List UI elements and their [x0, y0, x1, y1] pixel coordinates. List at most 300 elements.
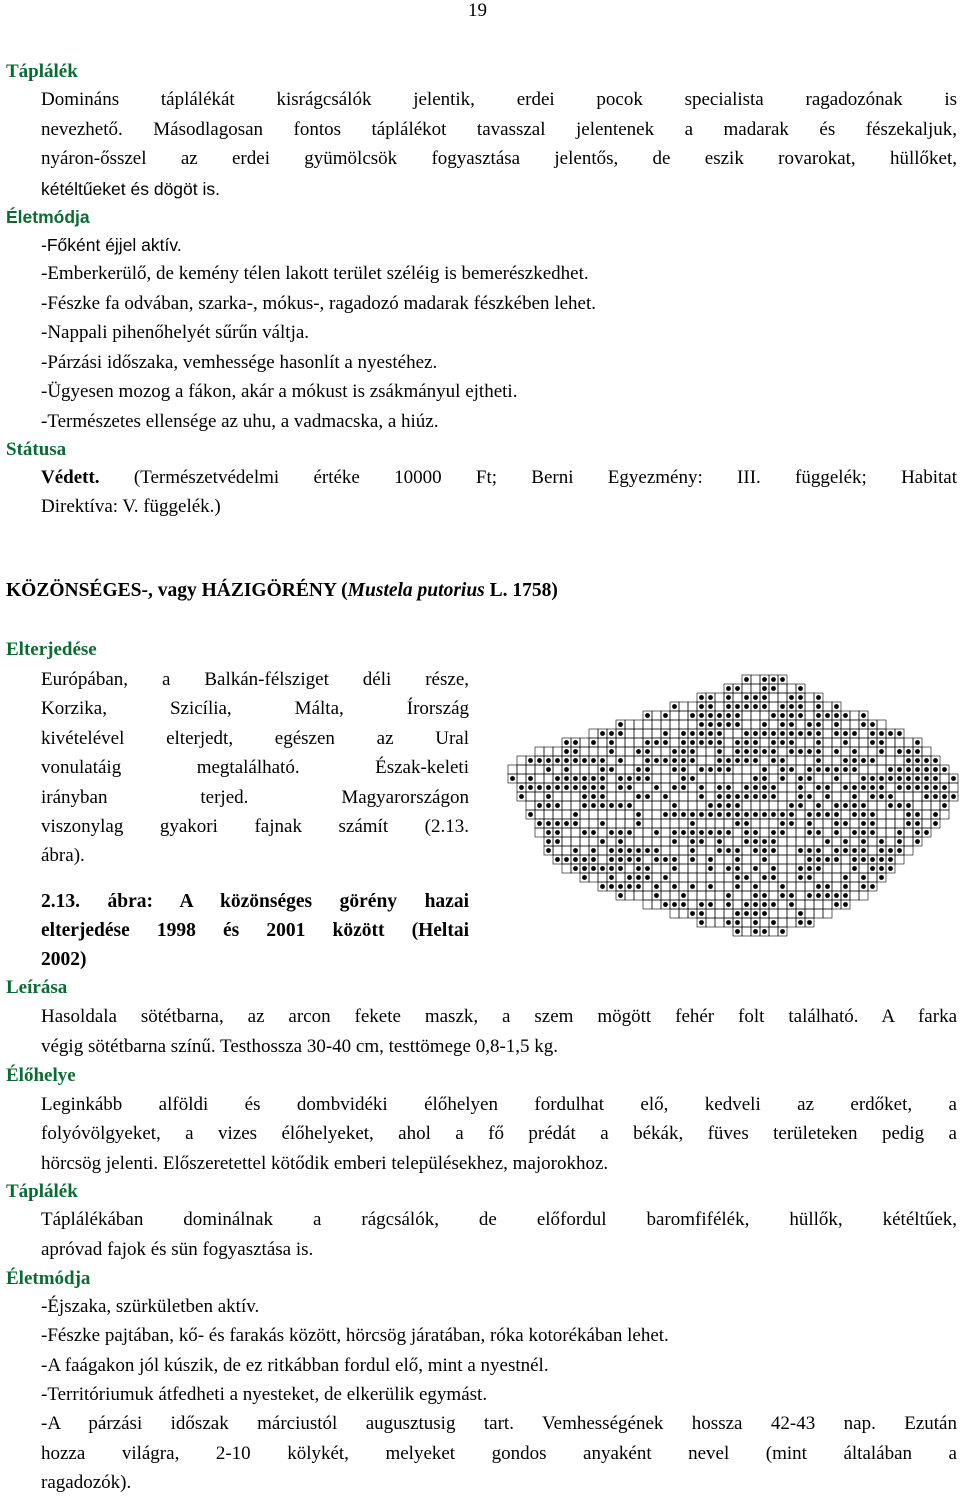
map-grid-cell: [535, 792, 544, 801]
map-occurrence-dot: [690, 731, 695, 736]
map-grid-cell: [535, 747, 544, 756]
map-grid-cell: [715, 882, 724, 891]
map-occurrence-dot: [852, 830, 857, 835]
map-occurrence-dot: [555, 758, 560, 763]
map-occurrence-dot: [924, 794, 929, 799]
list-item: -Főként éjjel aktív.: [41, 235, 182, 255]
map-grid-cell: [877, 801, 886, 810]
map-grid-cell: [670, 729, 679, 738]
figure-caption: 2002): [41, 949, 87, 970]
map-occurrence-dot: [663, 902, 668, 907]
map-occurrence-dot: [924, 767, 929, 772]
map-occurrence-dot: [573, 785, 578, 790]
map-grid-cell: [751, 711, 760, 720]
map-grid-cell: [562, 810, 571, 819]
map-occurrence-dot: [753, 776, 758, 781]
map-grid-cell: [643, 837, 652, 846]
map-occurrence-dot: [645, 776, 650, 781]
map-occurrence-dot: [798, 866, 803, 871]
map-grid-cell: [877, 828, 886, 837]
map-grid-cell: [850, 882, 859, 891]
map-grid-cell: [580, 810, 589, 819]
map-grid-cell: [823, 819, 832, 828]
map-occurrence-dot: [618, 758, 623, 763]
map-occurrence-dot: [726, 695, 731, 700]
map-occurrence-dot: [753, 695, 758, 700]
map-occurrence-dot: [843, 884, 848, 889]
map-occurrence-dot: [726, 713, 731, 718]
map-occurrence-dot: [825, 884, 830, 889]
map-grid-cell: [922, 747, 931, 756]
map-occurrence-dot: [726, 785, 731, 790]
map-grid-cell: [517, 765, 526, 774]
map-occurrence-dot: [537, 821, 542, 826]
map-occurrence-dot: [690, 821, 695, 826]
map-grid-cell: [688, 792, 697, 801]
map-occurrence-dot: [933, 758, 938, 763]
map-grid-cell: [733, 693, 742, 702]
map-occurrence-dot: [618, 776, 623, 781]
map-occurrence-dot: [807, 731, 812, 736]
map-occurrence-dot: [528, 776, 533, 781]
map-grid-cell: [616, 810, 625, 819]
map-occurrence-dot: [753, 929, 758, 934]
map-occurrence-dot: [942, 803, 947, 808]
map-occurrence-dot: [744, 794, 749, 799]
map-occurrence-dot: [690, 749, 695, 754]
map-occurrence-dot: [627, 785, 632, 790]
map-occurrence-dot: [681, 785, 686, 790]
map-grid-cell: [832, 756, 841, 765]
map-grid-cell: [733, 774, 742, 783]
map-occurrence-dot: [924, 785, 929, 790]
map-grid-cell: [580, 837, 589, 846]
map-occurrence-dot: [780, 740, 785, 745]
map-grid-cell: [823, 729, 832, 738]
map-occurrence-dot: [681, 749, 686, 754]
map-grid-cell: [859, 747, 868, 756]
map-occurrence-dot: [600, 785, 605, 790]
map-grid-cell: [688, 891, 697, 900]
map-grid-cell: [769, 927, 778, 936]
map-occurrence-dot: [753, 893, 758, 898]
map-grid-cell: [742, 720, 751, 729]
map-occurrence-dot: [789, 740, 794, 745]
map-occurrence-dot: [537, 803, 542, 808]
map-occurrence-dot: [528, 785, 533, 790]
map-grid-cell: [688, 873, 697, 882]
map-occurrence-dot: [618, 785, 623, 790]
map-grid-cell: [571, 828, 580, 837]
map-grid-cell: [832, 792, 841, 801]
text-line: Hasoldala sötétbarna, az arcon fekete maszk, a szem mögött fehér folt található. A farka: [41, 1006, 957, 1027]
map-occurrence-dot: [762, 812, 767, 817]
map-grid-cell: [544, 810, 553, 819]
map-occurrence-dot: [627, 776, 632, 781]
map-grid-cell: [778, 909, 787, 918]
map-grid-cell: [643, 900, 652, 909]
map-occurrence-dot: [591, 740, 596, 745]
map-occurrence-dot: [591, 848, 596, 853]
map-grid-cell: [679, 720, 688, 729]
map-grid-cell: [760, 864, 769, 873]
map-grid-cell: [850, 774, 859, 783]
map-occurrence-dot: [609, 749, 614, 754]
map-grid-cell: [724, 747, 733, 756]
map-occurrence-dot: [663, 875, 668, 880]
map-occurrence-dot: [681, 830, 686, 835]
map-occurrence-dot: [573, 758, 578, 763]
map-occurrence-dot: [816, 866, 821, 871]
map-occurrence-dot: [708, 767, 713, 772]
map-occurrence-dot: [708, 812, 713, 817]
map-occurrence-dot: [681, 767, 686, 772]
map-grid-cell: [778, 801, 787, 810]
map-grid-cell: [598, 810, 607, 819]
map-occurrence-dot: [834, 713, 839, 718]
map-grid-cell: [922, 819, 931, 828]
map-grid-cell: [805, 711, 814, 720]
map-occurrence-dot: [744, 902, 749, 907]
map-grid-cell: [796, 765, 805, 774]
map-occurrence-dot: [591, 794, 596, 799]
map-grid-cell: [715, 891, 724, 900]
map-occurrence-dot: [816, 812, 821, 817]
map-occurrence-dot: [816, 785, 821, 790]
map-grid-cell: [625, 819, 634, 828]
map-grid-cell: [769, 882, 778, 891]
map-grid-cell: [679, 873, 688, 882]
map-grid-cell: [715, 900, 724, 909]
map-occurrence-dot: [636, 749, 641, 754]
map-grid-cell: [562, 828, 571, 837]
map-grid-cell: [733, 765, 742, 774]
map-grid-cell: [706, 792, 715, 801]
map-grid-cell: [796, 819, 805, 828]
map-grid-cell: [652, 774, 661, 783]
map-grid-cell: [796, 900, 805, 909]
map-occurrence-dot: [600, 758, 605, 763]
map-grid-cell: [886, 810, 895, 819]
map-grid-cell: [859, 792, 868, 801]
map-grid-cell: [679, 909, 688, 918]
map-occurrence-dot: [789, 767, 794, 772]
map-occurrence-dot: [870, 794, 875, 799]
map-grid-cell: [850, 819, 859, 828]
map-occurrence-dot: [816, 713, 821, 718]
map-grid-cell: [688, 765, 697, 774]
map-occurrence-dot: [645, 749, 650, 754]
map-occurrence-dot: [771, 875, 776, 880]
map-occurrence-dot: [672, 785, 677, 790]
map-occurrence-dot: [798, 713, 803, 718]
map-occurrence-dot: [906, 821, 911, 826]
map-grid-cell: [562, 837, 571, 846]
map-grid-cell: [706, 837, 715, 846]
map-grid-cell: [805, 882, 814, 891]
map-occurrence-dot: [654, 884, 659, 889]
map-grid-cell: [688, 900, 697, 909]
map-grid-cell: [589, 747, 598, 756]
map-occurrence-dot: [681, 758, 686, 763]
map-occurrence-dot: [663, 758, 668, 763]
map-grid-cell: [724, 837, 733, 846]
map-grid-cell: [670, 792, 679, 801]
map-occurrence-dot: [879, 776, 884, 781]
map-grid-cell: [895, 738, 904, 747]
map-occurrence-dot: [771, 794, 776, 799]
map-occurrence-dot: [870, 866, 875, 871]
map-occurrence-dot: [771, 866, 776, 871]
map-occurrence-dot: [852, 758, 857, 763]
map-occurrence-dot: [708, 740, 713, 745]
map-occurrence-dot: [573, 866, 578, 871]
map-occurrence-dot: [546, 758, 551, 763]
map-occurrence-dot: [807, 830, 812, 835]
map-occurrence-dot: [672, 884, 677, 889]
map-grid-cell: [796, 756, 805, 765]
map-occurrence-dot: [582, 875, 587, 880]
map-occurrence-dot: [681, 776, 686, 781]
map-occurrence-dot: [870, 758, 875, 763]
map-occurrence-dot: [591, 758, 596, 763]
map-occurrence-dot: [780, 893, 785, 898]
map-grid-cell: [841, 864, 850, 873]
map-grid-cell: [706, 873, 715, 882]
map-occurrence-dot: [627, 830, 632, 835]
map-grid-cell: [778, 747, 787, 756]
map-grid-cell: [598, 855, 607, 864]
text-line: végig sötétbarna színű. Testhossza 30-40 cm, testtömege 0,8-1,5 kg.: [41, 1036, 559, 1057]
map-occurrence-dot: [528, 758, 533, 763]
map-occurrence-dot: [600, 803, 605, 808]
map-occurrence-dot: [717, 749, 722, 754]
map-occurrence-dot: [699, 839, 704, 844]
map-occurrence-dot: [744, 839, 749, 844]
map-grid-cell: [616, 765, 625, 774]
map-occurrence-dot: [753, 731, 758, 736]
map-grid-cell: [823, 738, 832, 747]
map-occurrence-dot: [582, 803, 587, 808]
dist-line: kivételével elterjedt, egészen az Ural: [41, 728, 469, 749]
map-occurrence-dot: [762, 704, 767, 709]
map-grid-cell: [859, 891, 868, 900]
map-grid-cell: [607, 774, 616, 783]
map-grid-cell: [535, 774, 544, 783]
map-occurrence-dot: [636, 857, 641, 862]
map-grid-cell: [652, 873, 661, 882]
map-occurrence-dot: [924, 758, 929, 763]
map-occurrence-dot: [798, 794, 803, 799]
map-occurrence-dot: [753, 884, 758, 889]
map-occurrence-dot: [600, 794, 605, 799]
map-occurrence-dot: [708, 722, 713, 727]
map-occurrence-dot: [717, 839, 722, 844]
map-occurrence-dot: [699, 731, 704, 736]
map-grid-cell: [724, 774, 733, 783]
map-grid-cell: [643, 810, 652, 819]
map-grid-cell: [850, 837, 859, 846]
map-grid-cell: [580, 765, 589, 774]
map-occurrence-dot: [816, 758, 821, 763]
map-occurrence-dot: [906, 803, 911, 808]
map-grid-cell: [589, 819, 598, 828]
map-occurrence-dot: [825, 857, 830, 862]
map-occurrence-dot: [789, 893, 794, 898]
text-line: Leginkább alföldi és dombvidéki élőhelyen fordulhat elő, kedveli az erdőket, a: [41, 1094, 957, 1115]
map-grid-cell: [679, 855, 688, 864]
map-occurrence-dot: [870, 857, 875, 862]
map-occurrence-dot: [933, 767, 938, 772]
map-occurrence-dot: [690, 740, 695, 745]
map-grid-cell: [652, 720, 661, 729]
map-grid-cell: [886, 837, 895, 846]
dist-line: ábra).: [41, 845, 85, 866]
map-grid-cell: [742, 864, 751, 873]
map-occurrence-dot: [780, 758, 785, 763]
map-occurrence-dot: [726, 893, 731, 898]
text-line: nevezhető. Másodlagosan fontos táplálékot tavasszal jelentenek a madarak és fészekaljuk,: [41, 119, 957, 140]
map-occurrence-dot: [708, 803, 713, 808]
map-occurrence-dot: [888, 848, 893, 853]
heading-taplalek: Táplálék: [6, 1181, 78, 1202]
map-occurrence-dot: [564, 767, 569, 772]
map-occurrence-dot: [807, 722, 812, 727]
map-occurrence-dot: [879, 857, 884, 862]
map-grid-cell: [706, 918, 715, 927]
figure-caption: elterjedése 1998 és 2001 között (Heltai: [41, 920, 469, 941]
map-occurrence-dot: [744, 704, 749, 709]
map-occurrence-dot: [564, 740, 569, 745]
map-occurrence-dot: [843, 893, 848, 898]
map-occurrence-dot: [753, 911, 758, 916]
map-grid-cell: [859, 765, 868, 774]
map-occurrence-dot: [843, 713, 848, 718]
map-occurrence-dot: [771, 686, 776, 691]
map-grid-cell: [823, 846, 832, 855]
map-grid-cell: [697, 756, 706, 765]
map-grid-cell: [859, 738, 868, 747]
map-grid-cell: [796, 891, 805, 900]
map-occurrence-dot: [744, 830, 749, 835]
map-occurrence-dot: [672, 758, 677, 763]
map-grid-cell: [670, 891, 679, 900]
map-grid-cell: [877, 720, 886, 729]
map-grid-cell: [913, 801, 922, 810]
map-grid-cell: [742, 891, 751, 900]
map-occurrence-dot: [861, 875, 866, 880]
map-grid-cell: [805, 693, 814, 702]
map-grid-cell: [886, 747, 895, 756]
map-occurrence-dot: [834, 767, 839, 772]
map-grid-cell: [706, 891, 715, 900]
map-occurrence-dot: [843, 875, 848, 880]
map-occurrence-dot: [600, 776, 605, 781]
map-occurrence-dot: [816, 830, 821, 835]
map-grid-cell: [652, 711, 661, 720]
map-occurrence-dot: [843, 740, 848, 745]
map-occurrence-dot: [753, 758, 758, 763]
map-occurrence-dot: [735, 758, 740, 763]
map-grid-cell: [751, 873, 760, 882]
map-grid-cell: [796, 882, 805, 891]
map-grid-cell: [760, 918, 769, 927]
map-occurrence-dot: [780, 812, 785, 817]
map-occurrence-dot: [762, 686, 767, 691]
map-occurrence-dot: [591, 776, 596, 781]
map-occurrence-dot: [717, 713, 722, 718]
map-grid-cell: [751, 855, 760, 864]
map-occurrence-dot: [861, 830, 866, 835]
map-occurrence-dot: [645, 794, 650, 799]
map-grid-cell: [652, 801, 661, 810]
map-grid-cell: [796, 855, 805, 864]
map-occurrence-dot: [699, 740, 704, 745]
map-grid-cell: [661, 765, 670, 774]
map-occurrence-dot: [708, 830, 713, 835]
map-occurrence-dot: [771, 830, 776, 835]
map-occurrence-dot: [861, 857, 866, 862]
map-occurrence-dot: [906, 785, 911, 790]
map-occurrence-dot: [843, 848, 848, 853]
map-grid-cell: [787, 918, 796, 927]
map-occurrence-dot: [870, 884, 875, 889]
map-occurrence-dot: [699, 794, 704, 799]
map-grid-cell: [823, 900, 832, 909]
map-occurrence-dot: [654, 758, 659, 763]
map-grid-cell: [850, 873, 859, 882]
map-occurrence-dot: [708, 902, 713, 907]
map-grid-cell: [823, 756, 832, 765]
map-grid-cell: [751, 684, 760, 693]
map-grid-cell: [814, 774, 823, 783]
map-occurrence-dot: [690, 884, 695, 889]
map-occurrence-dot: [708, 884, 713, 889]
map-grid-cell: [616, 792, 625, 801]
text-line: nyáron-ősszel az erdei gyümölcsök fogyasztása jelentős, de eszik rovarokat, hüllőket,: [41, 148, 957, 169]
map-occurrence-dot: [726, 767, 731, 772]
map-occurrence-dot: [627, 857, 632, 862]
map-grid-cell: [733, 783, 742, 792]
map-grid-cell: [823, 720, 832, 729]
map-occurrence-dot: [852, 857, 857, 862]
map-grid-cell: [697, 819, 706, 828]
map-grid-cell: [625, 738, 634, 747]
map-grid-cell: [895, 792, 904, 801]
map-occurrence-dot: [735, 884, 740, 889]
map-occurrence-dot: [780, 929, 785, 934]
map-grid-cell: [607, 792, 616, 801]
map-grid-cell: [661, 864, 670, 873]
map-occurrence-dot: [573, 740, 578, 745]
map-occurrence-dot: [915, 740, 920, 745]
map-grid-cell: [814, 873, 823, 882]
map-occurrence-dot: [690, 812, 695, 817]
map-occurrence-dot: [618, 857, 623, 862]
map-occurrence-dot: [600, 866, 605, 871]
map-grid-cell: [949, 783, 958, 792]
map-grid-cell: [625, 765, 634, 774]
map-grid-cell: [832, 882, 841, 891]
map-grid-cell: [904, 837, 913, 846]
map-grid-cell: [679, 711, 688, 720]
map-grid-cell: [679, 837, 688, 846]
map-grid-cell: [553, 846, 562, 855]
list-item: -Fészke fa odvában, szarka-, mókus-, ragadozó madarak fészkében lehet.: [41, 293, 596, 314]
map-occurrence-dot: [843, 767, 848, 772]
map-occurrence-dot: [852, 812, 857, 817]
map-occurrence-dot: [546, 848, 551, 853]
